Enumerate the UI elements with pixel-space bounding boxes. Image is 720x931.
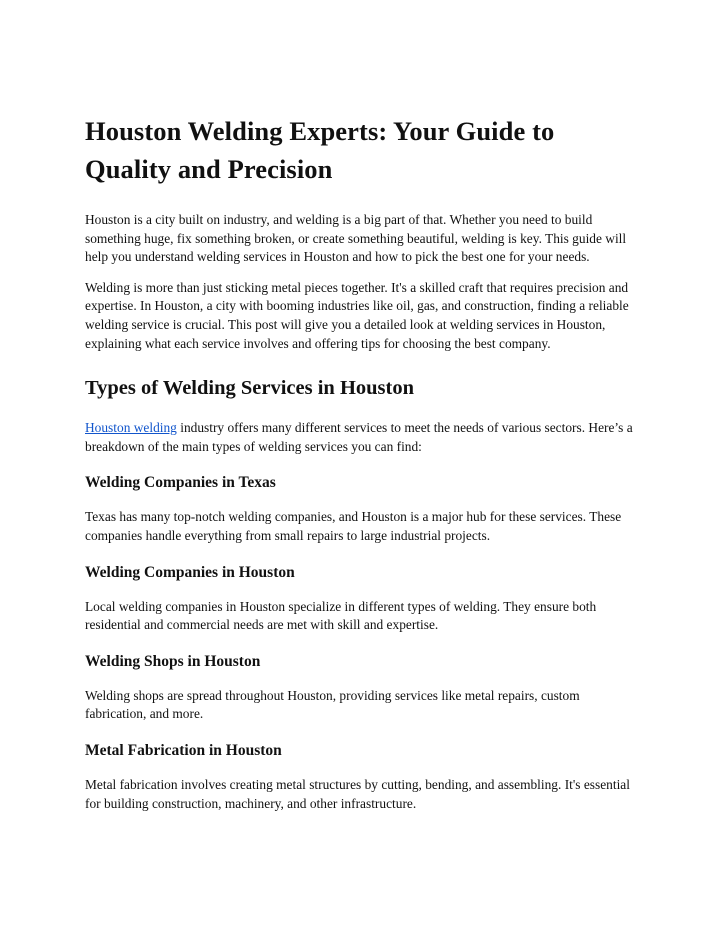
intro-paragraph-2: Welding is more than just sticking metal pieces together. It's a skilled craft that requires precision and expertise. In Houston, a city with booming industries like oil, gas, and construction, finding a reliable welding service is crucial. This post will give you a detailed look at welding services in Houston, explaining what each service involves and offering tips for choosing the best company. bbox=[85, 279, 629, 351]
types-lead-text: industry offers many different services to meet the needs of various sectors. Here’s a breakdown of the main types of welding services you can find: bbox=[85, 420, 633, 454]
subsection-heading-metal-fabrication: Metal Fabrication in Houston bbox=[85, 741, 282, 759]
subsection-heading-houston-companies: Welding Companies in Houston bbox=[85, 563, 295, 581]
subsection-body-metal-fabrication: Metal fabrication involves creating metal structures by cutting, bending, and assembling. It's essential for building construction, machinery, and other infrastructure. bbox=[85, 776, 630, 811]
document-body bbox=[85, 112, 640, 825]
subsection-body-houston-companies: Local welding companies in Houston specialize in different types of welding. They ensure both residential and commercial needs are met with skill and expertise. bbox=[85, 598, 597, 633]
subsection-heading-texas-companies: Welding Companies in Texas bbox=[85, 474, 276, 492]
types-section-heading: Types of Welding Services in Houston bbox=[85, 377, 414, 400]
subsection-heading-welding-shops: Welding Shops in Houston bbox=[85, 652, 261, 670]
subsection-body-texas-companies: Texas has many top-notch welding companies, and Houston is a major hub for these services. These companies handle everything from small repairs to large industrial projects. bbox=[85, 509, 622, 543]
types-lead-paragraph bbox=[85, 419, 640, 456]
subsection-body-welding-shops: Welding shops are spread throughout Houston, providing services like metal repairs, custom fabrication, and more. bbox=[85, 687, 580, 722]
houston-welding-link[interactable]: Houston welding bbox=[85, 420, 177, 436]
page-title: Houston Welding Experts: Your Guide to Quality and Precision bbox=[85, 116, 555, 184]
intro-paragraph-1: Houston is a city built on industry, and welding is a big part of that. Whether you need to build something huge, fix something broken, or create something beautiful, welding is key. This guide will help you understand welding services in Houston and how to pick the best one for your needs. bbox=[85, 212, 627, 265]
